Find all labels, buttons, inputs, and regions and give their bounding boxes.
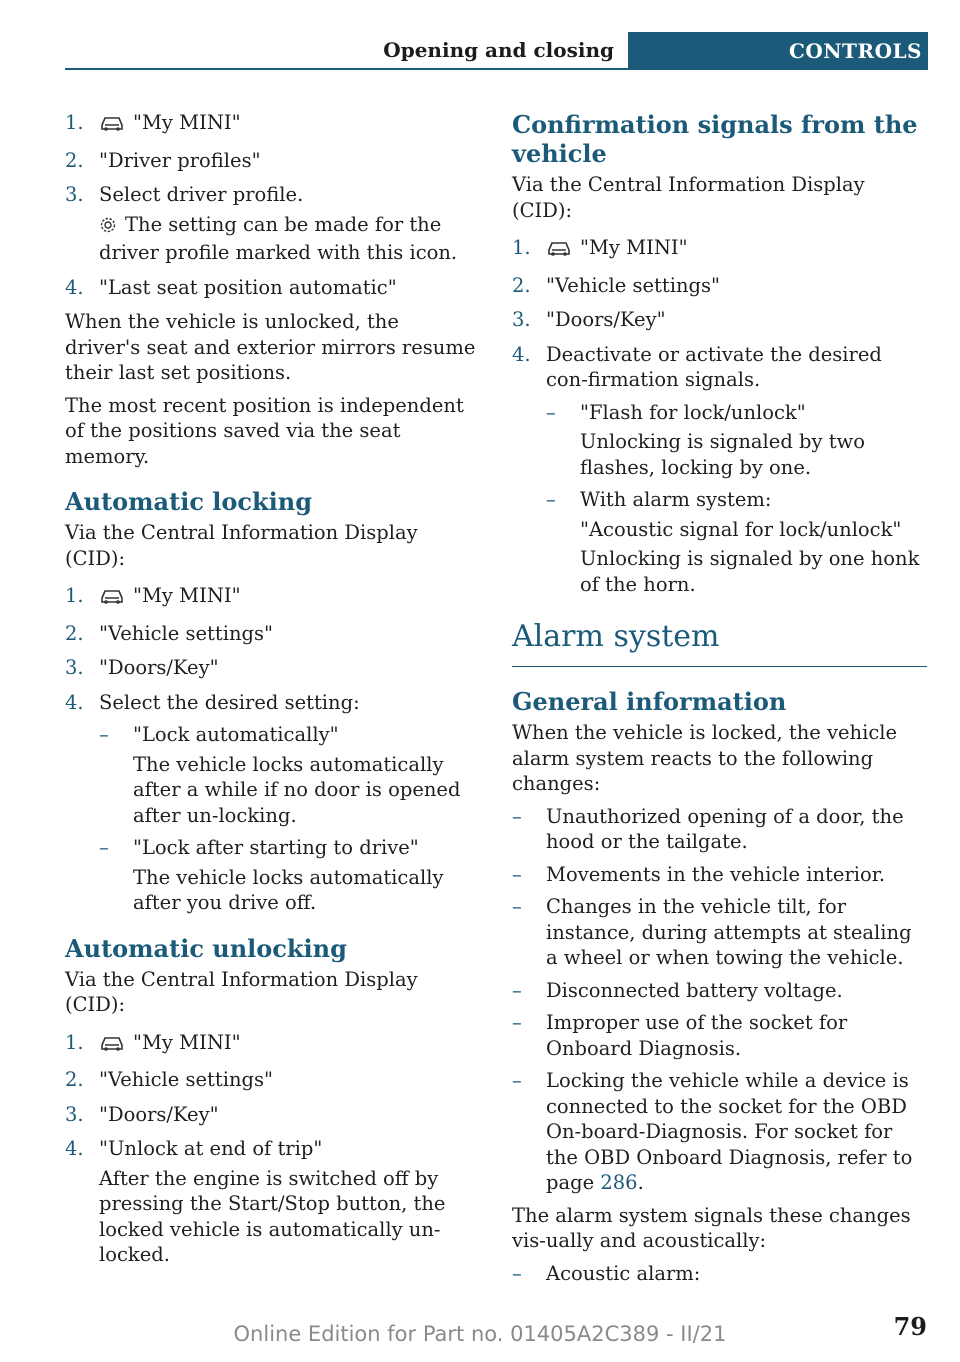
list-item	[65, 655, 480, 681]
option-desc: The vehicle locks automatically after a while if no door is opened after un-locking.	[133, 752, 461, 827]
step-number: 1.	[512, 236, 531, 259]
step-number: 1.	[65, 111, 84, 134]
dash-bullet: –	[512, 804, 522, 828]
step-text: Select driver profile.	[99, 183, 304, 206]
step-text: "My MINI"	[133, 1030, 241, 1054]
step-number: 2.	[65, 621, 84, 645]
step-desc: After the engine is switched off by pressing the Start/Stop button, the locked vehicle is automatically un-locked.	[99, 1166, 446, 1266]
step-number: 2.	[512, 273, 531, 297]
heading-automatic-unlocking: Automatic unlocking	[65, 933, 347, 963]
intro-text: Via the Central Information Display (CID):	[512, 173, 865, 222]
list-item	[65, 1067, 480, 1093]
step-number: 1.	[65, 584, 84, 607]
option-desc: The vehicle locks automatically after you drive off.	[133, 865, 444, 914]
step-number: 1.	[65, 1030, 84, 1054]
list-item: – Locking the vehicle while a device is connected to the socket for the OBD On-board-Diagnosis. For socket for the OBD Onboard Diagnosis, refer to page 286.	[512, 1069, 913, 1194]
step-text: Deactivate or activate the desired con-firmation signals.	[546, 342, 882, 391]
paragraph: When the vehicle is unlocked, the driver's seat and exterior mirrors resume their last set positions.	[65, 310, 476, 384]
change-text: Unauthorized opening of a door, the hood or the tailgate.	[546, 804, 904, 853]
list-item	[65, 621, 480, 647]
intro-text: Via the Central Information Display (CID):	[65, 967, 418, 1016]
list-item	[65, 583, 480, 612]
step-number: 2.	[65, 1068, 84, 1091]
step-text: "My MINI"	[580, 236, 688, 259]
option-label: "Lock after starting to drive"	[133, 836, 419, 859]
list-item	[65, 110, 480, 139]
list-item	[65, 182, 480, 266]
paragraph: The alarm system signals these changes vis-ually and acoustically:	[512, 1203, 911, 1252]
dash-bullet: –	[512, 1069, 522, 1092]
dash-bullet: –	[99, 836, 109, 859]
gear-icon	[99, 215, 117, 241]
list-item	[512, 978, 927, 1004]
profile-note	[99, 212, 480, 266]
list-item	[512, 1010, 927, 1061]
step-text: "Driver profiles"	[99, 148, 261, 172]
dash-bullet: –	[512, 1261, 522, 1285]
car-icon	[546, 238, 572, 264]
list-item	[65, 1102, 480, 1128]
step-number: 4.	[65, 1137, 84, 1160]
change-text: Disconnected battery voltage.	[546, 978, 843, 1002]
profile-note-text: The setting can be made for the driver profile marked with this icon.	[99, 212, 458, 264]
step-text: "Vehicle settings"	[99, 1068, 273, 1091]
heading-automatic-locking: Automatic locking	[65, 487, 312, 516]
list-item	[512, 894, 927, 971]
step-text: "Last seat position automatic"	[99, 275, 397, 299]
right-column	[512, 110, 927, 1293]
change-text: Changes in the vehicle tilt, for instance, during attempts at stealing a wheel or when towing the vehicle.	[546, 895, 912, 969]
step-text: "Vehicle settings"	[99, 621, 273, 645]
option-label: With alarm system:	[580, 488, 772, 511]
dash-bullet: –	[512, 895, 522, 918]
change-text: Acoustic alarm:	[546, 1261, 701, 1285]
edition-watermark: Online Edition for Part no. 01405A2C389 - II/21	[233, 1322, 727, 1346]
step-number: 3.	[65, 1102, 84, 1126]
list-item	[65, 1030, 480, 1059]
dash-bullet: –	[99, 723, 109, 746]
list-item	[512, 307, 927, 333]
option-item	[99, 722, 480, 828]
change-text: Locking the vehicle while a device is connected to the socket for the OBD On-board-Diagnosis. For socket for the OBD Onboard Diagnosis, refer to page	[546, 1069, 913, 1194]
step-text: "My MINI"	[133, 584, 241, 607]
option-desc: "Acoustic signal for lock/unlock"	[580, 517, 902, 541]
car-icon	[99, 586, 125, 612]
option-label: "Lock automatically"	[133, 723, 339, 746]
list-item	[65, 690, 480, 916]
step-text: Select the desired setting:	[99, 690, 360, 714]
step-number: 2.	[65, 148, 84, 172]
heading-alarm-system: Alarm system	[512, 619, 927, 667]
list-item	[65, 1136, 480, 1268]
dash-bullet: –	[512, 862, 522, 886]
paragraph: The most recent position is independent of the positions saved via the seat memory.	[65, 393, 464, 468]
step-text: "Doors/Key"	[99, 1102, 219, 1126]
heading-confirmation-signals: Confirmation signals from the vehicle	[512, 110, 918, 168]
heading-general-information: General information	[512, 687, 787, 716]
option-label: "Flash for lock/unlock"	[580, 400, 806, 424]
section-title: Opening and closing	[65, 32, 628, 70]
page-number: 79	[893, 1312, 927, 1341]
dash-bullet: –	[512, 978, 522, 1002]
step-text: "Vehicle settings"	[546, 273, 720, 297]
left-column	[65, 110, 480, 1277]
step-number: 3.	[65, 656, 84, 679]
step-number: 4.	[512, 342, 531, 366]
step-text: "My MINI"	[133, 111, 241, 134]
dash-bullet: –	[512, 1011, 522, 1034]
intro-text: Via the Central Information Display (CID):	[65, 521, 418, 570]
step-number: 4.	[65, 275, 84, 299]
step-number: 3.	[65, 183, 84, 206]
dash-bullet: –	[546, 488, 556, 511]
car-icon	[99, 1033, 125, 1059]
dash-bullet: –	[546, 400, 556, 424]
list-item	[512, 273, 927, 299]
step-text: "Unlock at end of trip"	[99, 1137, 323, 1160]
list-item	[512, 1261, 927, 1287]
step-number: 4.	[65, 690, 84, 714]
list-item	[512, 342, 927, 598]
list-item	[65, 275, 480, 301]
option-desc: Unlocking is signaled by two flashes, locking by one.	[580, 430, 865, 479]
car-icon	[99, 113, 125, 139]
option-item	[546, 487, 927, 597]
option-item	[99, 835, 480, 916]
change-text: Movements in the vehicle interior.	[546, 862, 886, 886]
option-desc: Unlocking is signaled by one honk of the horn.	[580, 547, 920, 596]
step-text: "Doors/Key"	[99, 656, 219, 679]
list-item	[512, 235, 927, 264]
intro-text: When the vehicle is locked, the vehicle alarm system reacts to the following changes:	[512, 721, 898, 795]
page-footer	[0, 1312, 960, 1352]
step-number: 3.	[512, 308, 531, 331]
step-text: "Doors/Key"	[546, 308, 666, 331]
list-item	[512, 804, 927, 855]
chapter-tab: CONTROLS	[628, 32, 928, 70]
page-reference-link[interactable]: 286	[600, 1171, 638, 1194]
list-item	[512, 862, 927, 888]
list-item	[65, 148, 480, 174]
page-header	[65, 32, 928, 70]
change-text: Improper use of the socket for Onboard Diagnosis.	[546, 1011, 848, 1060]
option-item	[546, 400, 927, 481]
